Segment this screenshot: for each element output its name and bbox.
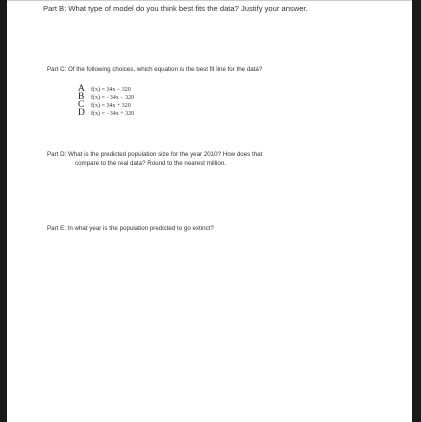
choice-letter: B <box>78 92 85 102</box>
choice-equation: f(x) = −34x + 320 <box>91 111 135 117</box>
part-b-question: Part B: What type of model do you think best fits the data? Justify your answer. <box>43 4 308 13</box>
part-d-question-line-2: compare to the real data? Round to the nearest million. <box>75 160 226 167</box>
answer-choices <box>78 85 134 117</box>
choice-letter: A <box>78 84 85 94</box>
choice-b[interactable] <box>78 93 134 101</box>
choice-letter: D <box>78 108 85 118</box>
choice-equation: f(x) = 34x + 320 <box>91 103 131 109</box>
choice-d[interactable] <box>78 109 134 117</box>
choice-letter: C <box>78 100 85 110</box>
right-edge-bar <box>412 0 421 422</box>
choice-c[interactable] <box>78 101 134 109</box>
choice-equation: f(x) = 34x − 320 <box>91 87 131 93</box>
top-divider <box>7 0 412 1</box>
part-d-question-line-1: Part D: What is the predicted population size for the year 2010? How does that <box>47 151 263 158</box>
choice-a[interactable] <box>78 85 134 93</box>
part-e-question: Part E: In what year is the population predicted to go extinct? <box>47 225 214 232</box>
choice-equation: f(x) = −34x − 320 <box>91 95 135 101</box>
left-edge-bar <box>0 0 7 422</box>
part-c-question: Part C: Of the following choices, which equation is the best fit line for the data? <box>47 66 263 73</box>
